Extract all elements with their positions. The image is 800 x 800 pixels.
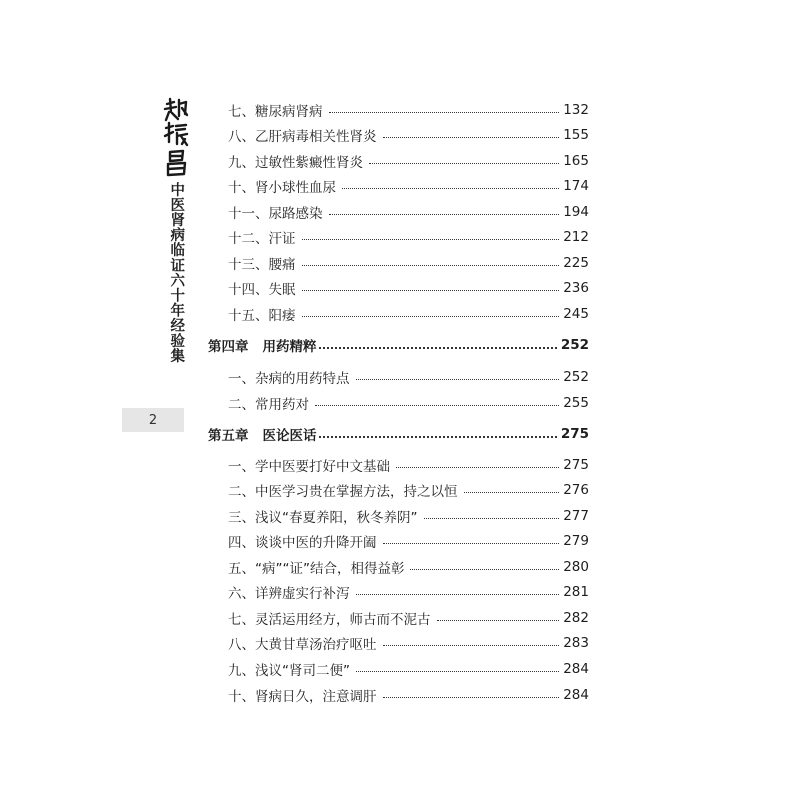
toc-entry[interactable] [228, 124, 589, 146]
dot-leader [383, 644, 560, 646]
toc-entry[interactable] [228, 505, 589, 527]
toc-entry-page: 284 [563, 687, 589, 703]
page-number: 2 [122, 408, 184, 432]
dot-leader [319, 346, 557, 349]
dot-leader [302, 289, 560, 291]
toc-entry-title: 九、浅议“肾司二便” [228, 663, 350, 679]
toc-entry-page: 255 [563, 395, 589, 411]
toc-entry-page: 236 [563, 280, 589, 296]
toc-entry[interactable] [228, 530, 589, 552]
toc-entry[interactable] [228, 556, 589, 578]
dot-leader [302, 264, 560, 266]
dot-leader [329, 213, 560, 215]
toc-entry-page: 283 [563, 635, 589, 651]
dot-leader [356, 593, 560, 595]
dot-leader [396, 466, 559, 468]
toc-entry-title: 七、灵活运用经方，师古而不泥古 [228, 612, 431, 628]
toc-entry-page: 245 [563, 306, 589, 322]
toc-entry-title: 七、糖尿病肾病 [228, 104, 323, 120]
toc-entry-page: 165 [563, 153, 589, 169]
toc-entry-page: 282 [563, 610, 589, 626]
toc-entry[interactable] [228, 252, 589, 274]
toc-entry-title: 十二、汗证 [228, 231, 296, 247]
toc-entry-title: 五、“病”“证”结合，相得益彰 [228, 561, 405, 577]
chapter-page: 252 [560, 337, 589, 353]
chapter-title: 用药精粹 [262, 339, 317, 355]
dot-leader [383, 136, 560, 138]
dot-leader [315, 404, 559, 406]
toc-entry[interactable] [228, 201, 589, 223]
toc-entry-title: 六、详辨虚实行补泻 [228, 586, 350, 602]
toc-chapter-4[interactable] [208, 334, 589, 356]
toc-entry-page: 277 [563, 508, 589, 524]
toc-chapter-5[interactable] [208, 423, 589, 445]
toc-entry-page: 194 [563, 204, 589, 220]
toc-entry-title: 十四、失眠 [228, 282, 296, 298]
toc-entry-page: 275 [563, 457, 589, 473]
dot-leader [319, 435, 557, 438]
dot-leader [383, 542, 560, 544]
toc-entry[interactable] [228, 607, 589, 629]
toc-entry[interactable] [228, 581, 589, 603]
toc-entry-page: 279 [563, 533, 589, 549]
toc-entry[interactable] [228, 277, 589, 299]
book-title-vertical: 中医肾病临证六十年经验集 [168, 182, 186, 364]
toc-entry-page: 155 [563, 127, 589, 143]
toc-entry-page: 132 [563, 102, 589, 118]
toc-entry-title: 八、大黄甘草汤治疗呕吐 [228, 637, 377, 653]
dot-leader [356, 378, 560, 380]
toc-entry-title: 一、杂病的用药特点 [228, 371, 350, 387]
toc-entry[interactable] [228, 454, 589, 476]
toc-entry-page: 280 [563, 559, 589, 575]
toc-entry-title: 十一、尿路感染 [228, 206, 323, 222]
chapter-page: 275 [560, 426, 589, 442]
toc-entry-title: 十、肾病日久，注意调肝 [228, 689, 377, 705]
toc-entry[interactable] [228, 479, 589, 501]
dot-leader [369, 162, 559, 164]
toc-entry-title: 九、过敏性紫癜性肾炎 [228, 155, 363, 171]
dot-leader [302, 315, 560, 317]
toc-entry[interactable] [228, 632, 589, 654]
dot-leader [464, 491, 560, 493]
toc-entry-title: 十五、阳痿 [228, 308, 296, 324]
toc-entry-title: 二、常用药对 [228, 397, 309, 413]
toc-entry[interactable] [228, 150, 589, 172]
dot-leader [356, 670, 559, 672]
toc-entry[interactable] [228, 99, 589, 121]
toc-entry[interactable] [228, 175, 589, 197]
toc-entry-title: 三、浅议“春夏养阳，秋冬养阴” [228, 510, 418, 526]
toc-entry[interactable] [228, 226, 589, 248]
dot-leader [329, 111, 560, 113]
dot-leader [437, 619, 560, 621]
toc-entry-page: 284 [563, 661, 589, 677]
dot-leader [383, 696, 560, 698]
toc-entry-page: 252 [563, 369, 589, 385]
toc-entry-page: 276 [563, 482, 589, 498]
dot-leader [302, 238, 560, 240]
toc-entry-title: 一、学中医要打好中文基础 [228, 459, 390, 475]
dot-leader [424, 517, 560, 519]
toc-entry-page: 281 [563, 584, 589, 600]
dot-leader [410, 568, 559, 570]
dot-leader [342, 187, 559, 189]
toc-entry[interactable] [228, 366, 589, 388]
toc-entry-title: 十三、腰痛 [228, 257, 296, 273]
toc-entry[interactable] [228, 684, 589, 706]
toc-entry-page: 212 [563, 229, 589, 245]
toc-entry[interactable] [228, 392, 589, 414]
chapter-number: 第四章 [208, 339, 249, 355]
toc-entry-page: 174 [563, 178, 589, 194]
toc-entry[interactable] [228, 658, 589, 680]
toc-entry[interactable] [228, 303, 589, 325]
toc-entry-page: 225 [563, 255, 589, 271]
toc-entry-title: 十、肾小球性血尿 [228, 180, 336, 196]
toc-entry-title: 二、中医学习贵在掌握方法，持之以恒 [228, 484, 458, 500]
toc-entry-title: 八、乙肝病毒相关性肾炎 [228, 129, 377, 145]
toc-entry-title: 四、谈谈中医的升降开阖 [228, 535, 377, 551]
chapter-title: 医论医话 [262, 428, 317, 444]
chapter-number: 第五章 [208, 428, 249, 444]
